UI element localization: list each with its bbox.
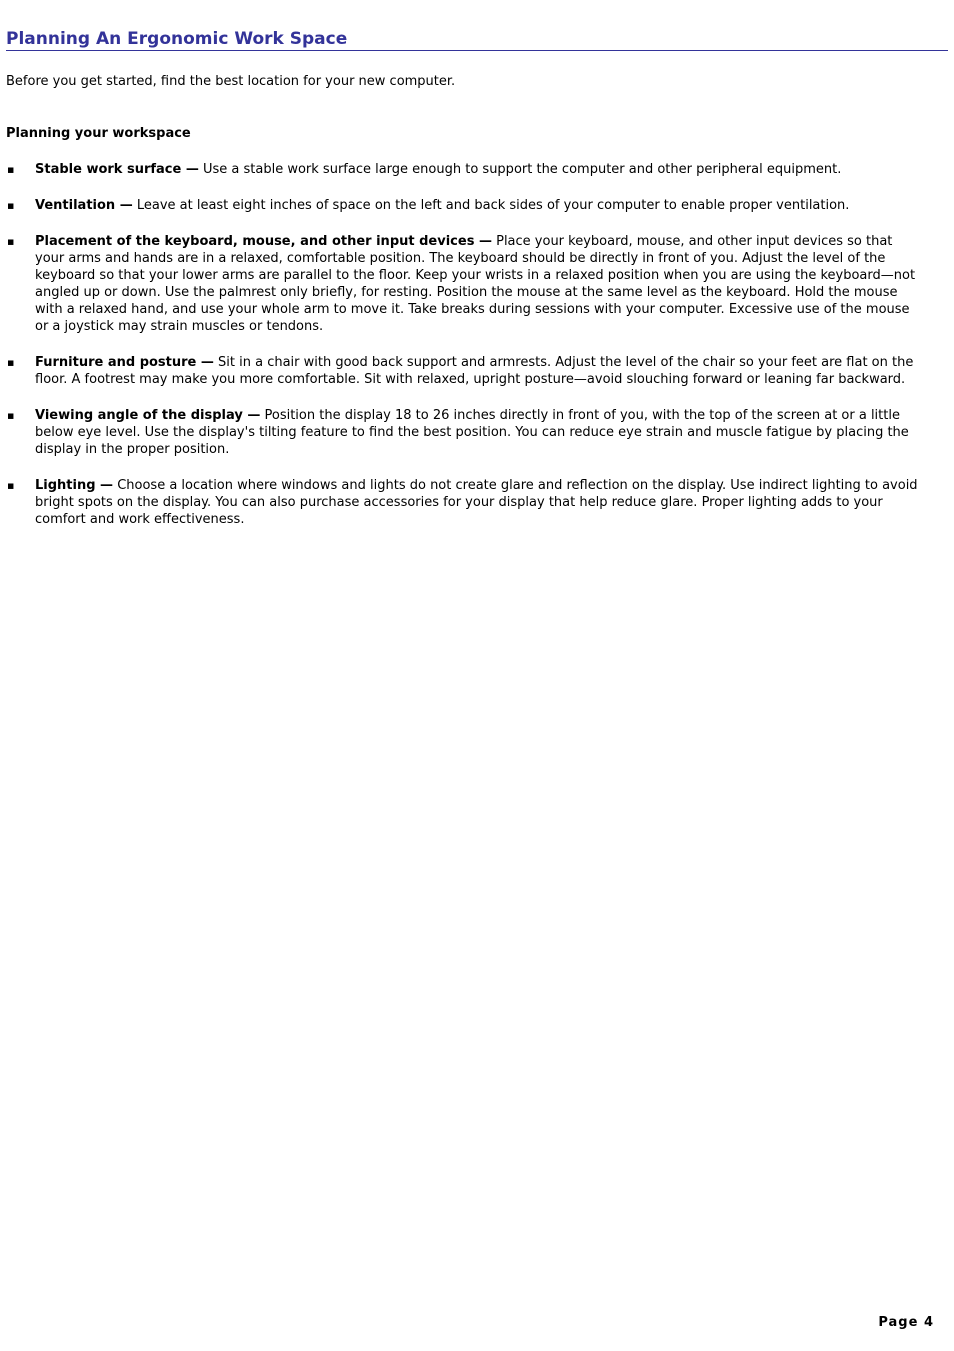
list-item-furniture-posture bbox=[6, 354, 918, 388]
list-item-viewing-angle bbox=[6, 407, 918, 458]
list-item-term: Stable work surface — bbox=[35, 162, 199, 177]
section-heading: Planning your workspace bbox=[6, 126, 191, 141]
list-item-text: Use a stable work surface large enough to support the computer and other peripheral equipment. bbox=[198, 162, 842, 177]
list-item-stable-work-surface bbox=[6, 161, 918, 178]
list-item-term: Furniture and posture — bbox=[35, 355, 214, 370]
list-item-ventilation bbox=[6, 197, 918, 214]
list-item-text: Position the display 18 to 26 inches directly in front of you, with the top of the screen at or a little below eye level. Use the display's tilting feature to find the best position. You can reduce eye strain and muscle fatigue by placing the display in the proper position. bbox=[35, 408, 909, 457]
list-item-text: Choose a location where windows and lights do not create glare and reflection on the display. Use indirect lighting to avoid bright spots on the display. You can also purchase accessories for your display that help reduce glare. Proper lighting adds to your comfort and work effectiveness. bbox=[35, 478, 918, 527]
page-title: Planning An Ergonomic Work Space bbox=[6, 28, 948, 51]
document-page bbox=[6, 28, 948, 547]
list-item-term: Lighting — bbox=[35, 478, 114, 493]
bullet-icon: ▪ bbox=[7, 356, 15, 369]
bullet-icon: ▪ bbox=[7, 199, 15, 212]
list-item-lighting bbox=[6, 477, 918, 528]
bullet-icon: ▪ bbox=[7, 163, 15, 176]
list-item-term: Viewing angle of the display — bbox=[35, 408, 261, 423]
list-item-text: Leave at least eight inches of space on the left and back sides of your computer to enable proper ventilation. bbox=[132, 198, 850, 213]
bullet-icon: ▪ bbox=[7, 235, 15, 248]
intro-paragraph: Before you get started, find the best location for your new computer. bbox=[6, 74, 456, 89]
workspace-list bbox=[6, 161, 918, 528]
page-number: Page 4 bbox=[878, 1315, 934, 1330]
list-item-input-devices bbox=[6, 233, 918, 335]
bullet-icon: ▪ bbox=[7, 479, 15, 492]
list-item-text: Place your keyboard, mouse, and other input devices so that your arms and hands are in a relaxed, comfortable position. The keyboard should be directly in front of you. Adjust the level of the keyboard so that your lower arms are parallel to the floor. Keep your wrists in a relaxed position when you are using the keyboard—not angled up or down. Use the palmrest only briefly, for resting. Position the mouse at the same level as the keyboard. Hold the mouse with a relaxed hand, and use your whole arm to move it. Take breaks during sessions with your computer. Excessive use of the mouse or a joystick may strain muscles or tendons. bbox=[35, 234, 916, 334]
list-item-text: Sit in a chair with good back support and armrests. Adjust the level of the chair so your feet are flat on the floor. A footrest may make you more comfortable. Sit with relaxed, upright posture—avoid slouching forward or leaning far backward. bbox=[35, 355, 914, 387]
bullet-icon: ▪ bbox=[7, 409, 15, 422]
list-item-term: Ventilation — bbox=[35, 198, 133, 213]
list-item-term: Placement of the keyboard, mouse, and other input devices — bbox=[35, 234, 492, 249]
